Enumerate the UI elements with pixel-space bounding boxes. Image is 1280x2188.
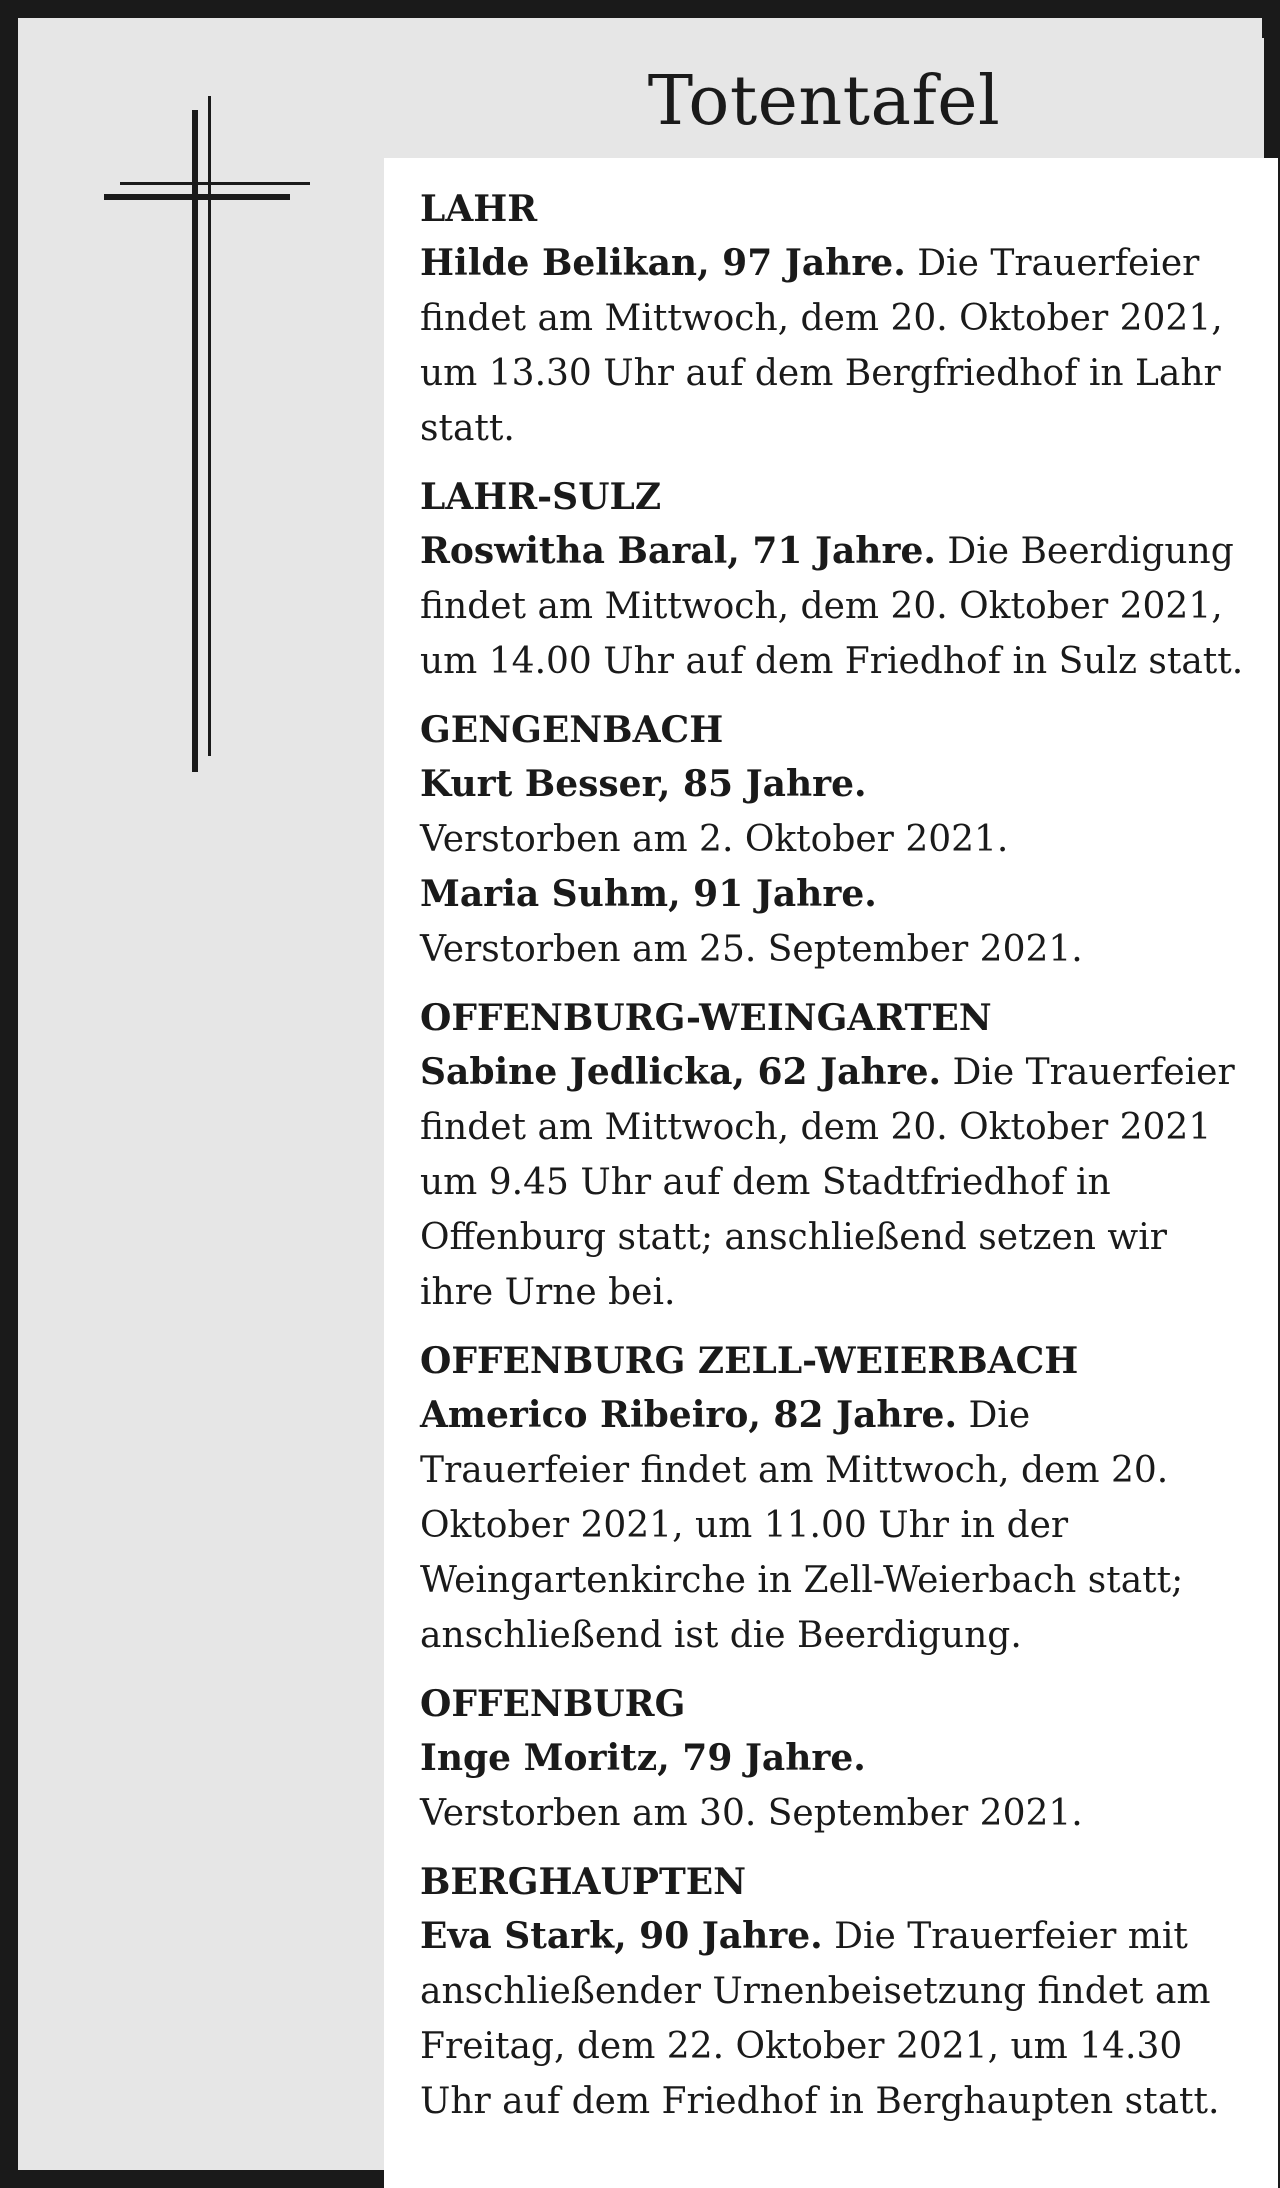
deceased-name: Kurt Besser, 85 Jahre. — [420, 763, 867, 805]
obituary-entry — [420, 867, 1248, 977]
cross-horizontal-inner — [120, 182, 310, 185]
obituary-section — [420, 703, 1248, 977]
obituary-list — [384, 158, 1278, 2188]
place-heading: LAHR-SULZ — [420, 476, 662, 518]
obituary-section — [420, 991, 1248, 1320]
obituary-entry — [420, 1909, 1248, 2129]
obituary-section — [420, 182, 1248, 456]
deceased-name: Eva Stark, 90 Jahre. — [420, 1915, 823, 1957]
obituary-entry — [420, 236, 1248, 456]
deceased-name: Sabine Jedlicka, 62 Jahre. — [420, 1051, 942, 1093]
place-heading: OFFENBURG — [420, 1683, 686, 1725]
obituary-text: Die Beerdigung findet am Mittwoch, dem 20. Oktober 2021, um 14.00 Uhr auf dem Friedhof in Sulz statt. — [420, 531, 1244, 682]
deceased-name: Maria Suhm, 91 Jahre. — [420, 873, 877, 915]
obituary-entry — [420, 1731, 1248, 1841]
obituary-entry — [420, 757, 1248, 867]
cross-horizontal-outer — [104, 194, 290, 200]
deceased-name: Hilde Belikan, 97 Jahre. — [420, 242, 906, 284]
obituary-text: Die Trauerfeier findet am Mittwoch, dem 20. Oktober 2021, um 13.30 Uhr auf dem Bergfriedhof in Lahr statt. — [420, 243, 1223, 449]
place-heading: LAHR — [420, 188, 538, 230]
place-heading: BERGHAUPTEN — [420, 1861, 747, 1903]
obituary-entry — [420, 1388, 1248, 1663]
obituary-section — [420, 1855, 1248, 2129]
obituary-text: Die Trauerfeier mit anschließender Urnenbeisetzung findet am Freitag, dem 22. Oktober 2021, um 14.30 Uhr auf dem Friedhof in Berghaupten statt. — [420, 1916, 1220, 2122]
title-bar — [384, 38, 1264, 158]
deceased-name: Inge Moritz, 79 Jahre. — [420, 1737, 866, 1779]
obituary-text: Die Trauerfeier findet am Mittwoch, dem 20. Oktober 2021 um 9.45 Uhr auf dem Stadtfriedhof in Offenburg statt; anschließend setzen wir ihre Urne bei. — [420, 1052, 1235, 1313]
cross-vertical-outer — [192, 110, 198, 772]
place-heading: OFFENBURG-WEINGARTEN — [420, 997, 992, 1039]
cross-icon — [104, 96, 310, 772]
place-heading: GENGENBACH — [420, 709, 724, 751]
obituary-section — [420, 1677, 1248, 1841]
obituary-entry — [420, 1045, 1248, 1320]
obituary-entry — [420, 524, 1248, 689]
page-title: Totentafel — [647, 62, 1001, 141]
obituary-text: Verstorben am 25. September 2021. — [420, 929, 1083, 970]
obituary-section — [420, 1334, 1248, 1663]
deceased-name: Roswitha Baral, 71 Jahre. — [420, 530, 936, 572]
deceased-name: Americo Ribeiro, 82 Jahre. — [420, 1394, 957, 1436]
place-heading: OFFENBURG ZELL-WEIERBACH — [420, 1340, 1079, 1382]
obituary-section — [420, 470, 1248, 689]
obituary-text: Verstorben am 2. Oktober 2021. — [420, 819, 1009, 860]
obituary-text: Verstorben am 30. September 2021. — [420, 1793, 1083, 1834]
obituary-text: Die Trauerfeier findet am Mittwoch, dem 20. Oktober 2021, um 11.00 Uhr in der Weingartenkirche in Zell-Weierbach statt; anschließend ist die Beerdigung. — [420, 1395, 1184, 1656]
